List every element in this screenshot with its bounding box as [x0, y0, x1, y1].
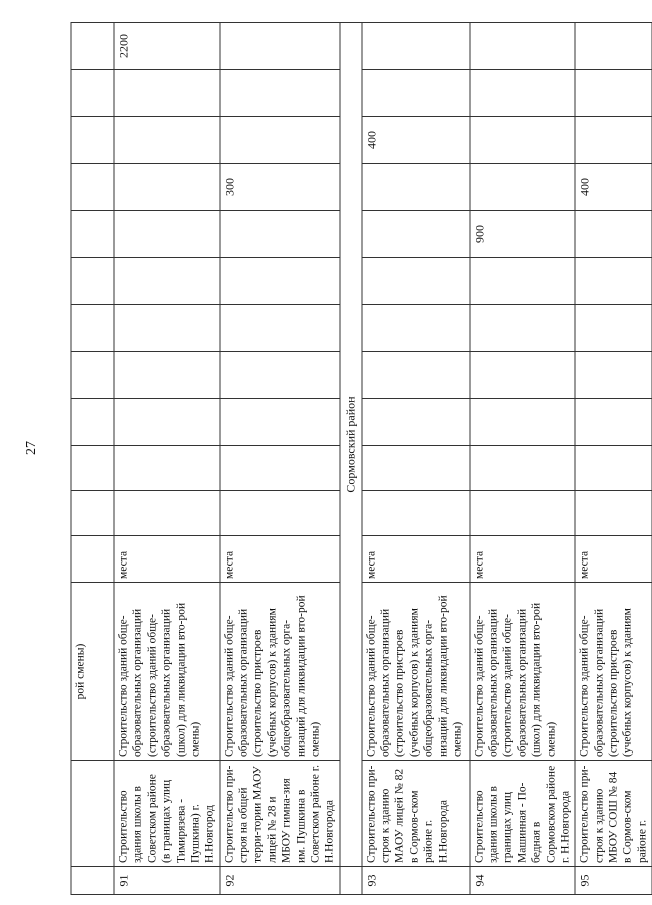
table-row: [469, 23, 575, 895]
value-cell: [361, 211, 469, 258]
value-cell: [114, 399, 220, 446]
table-row: [361, 23, 469, 895]
value-cell: [361, 23, 469, 70]
value-cell: [219, 491, 339, 536]
table-row: [575, 23, 652, 895]
value-cell: 900: [469, 211, 575, 258]
value-cell: [575, 70, 652, 117]
object-purpose: Строительство зданий обще-образовательных организаций (строительство пристроев (учебных корпусов) к зданиям общеобразовательных орга-низаций для ликвидации вто-рой смены): [219, 583, 339, 761]
value-cell: 400: [575, 164, 652, 211]
value-cell: [575, 399, 652, 446]
value-cell: [219, 23, 339, 70]
unit: места: [361, 536, 469, 583]
value-cell: 300: [219, 164, 339, 211]
table-row: [114, 23, 220, 895]
object-name: Строительство при-строя на общей терри-тории МАОУ лицей № 28 и МБОУ гимна-зия им. Пушкина в Советском районе г. Н.Новгорода: [219, 761, 339, 867]
table-container: [70, 27, 648, 895]
value-cell: [219, 305, 339, 352]
value-cell: [575, 211, 652, 258]
value-cell: [361, 70, 469, 117]
value-cell: [469, 117, 575, 164]
value-cell: [114, 305, 220, 352]
unit: места: [575, 536, 652, 583]
continuation-text: рой смены): [71, 583, 114, 761]
value-cell: [469, 23, 575, 70]
value-cell: [469, 352, 575, 399]
unit: места: [114, 536, 220, 583]
value-cell: [114, 352, 220, 399]
value-cell: [114, 491, 220, 536]
value-cell: [469, 491, 575, 536]
value-cell: [575, 491, 652, 536]
value-cell: [114, 70, 220, 117]
value-cell: [219, 399, 339, 446]
value-cell: [219, 446, 339, 491]
value-cell: [114, 258, 220, 305]
value-cell: 400: [361, 117, 469, 164]
value-cell: [575, 258, 652, 305]
object-name: Строительство здания школы в границах улиц Машинная - По-бедная в Сормовском районе г. Н.Новгорода: [469, 761, 575, 867]
unit: места: [469, 536, 575, 583]
value-cell: [575, 305, 652, 352]
value-cell: [361, 164, 469, 211]
page-number: 27: [24, 441, 39, 455]
value-cell: [114, 211, 220, 258]
object-name: Строительство при-строя к зданию МАОУ лицей № 82 в Сормов-ском районе г. Н.Новгорода: [361, 761, 469, 867]
continuation-row: [71, 23, 114, 895]
value-cell: [219, 211, 339, 258]
object-purpose: Строительство зданий обще-образовательных организаций (строительство пристроев (учебных корпусов) к зданиям: [575, 583, 652, 761]
object-purpose: Строительство зданий обще-образовательных организаций (строительство пристроев (учебных корпусов) к зданиям общеобразовательных орга-низаций для ликвидации вто-рой смены): [361, 583, 469, 761]
value-cell: [361, 352, 469, 399]
value-cell: [361, 446, 469, 491]
value-cell: [219, 258, 339, 305]
object-name: Строительство здания школы в Советском районе (в границах улиц Тимирязева - Пушкина) г. Н.Новгород: [114, 761, 220, 867]
value-cell: 2200: [114, 23, 220, 70]
value-cell: [114, 446, 220, 491]
value-cell: [114, 164, 220, 211]
section-row: [339, 23, 361, 895]
value-cell: [469, 446, 575, 491]
table-row: [219, 23, 339, 895]
value-cell: [361, 491, 469, 536]
data-table: [70, 27, 648, 895]
row-number: 91: [114, 867, 220, 895]
value-cell: [575, 23, 652, 70]
value-cell: [219, 117, 339, 164]
section-title: Сормовский район: [339, 23, 361, 867]
value-cell: [575, 352, 652, 399]
value-cell: [114, 117, 220, 164]
object-purpose: Строительство зданий обще-образовательных организаций (строительство зданий обще-образовательных организаций (школ) для ликвидации вто-рой смены): [114, 583, 220, 761]
value-cell: [361, 305, 469, 352]
value-cell: [219, 70, 339, 117]
value-cell: [469, 399, 575, 446]
value-cell: [469, 258, 575, 305]
unit: места: [219, 536, 339, 583]
value-cell: [469, 305, 575, 352]
row-number: 95: [575, 867, 652, 895]
row-number: 93: [361, 867, 469, 895]
row-number: 94: [469, 867, 575, 895]
value-cell: [469, 164, 575, 211]
row-number: 92: [219, 867, 339, 895]
value-cell: [361, 399, 469, 446]
value-cell: [219, 352, 339, 399]
object-name: Строительство при-строя к зданию МБОУ СОШ № 84 в Сормов-ском районе г.: [575, 761, 652, 867]
value-cell: [575, 446, 652, 491]
value-cell: [575, 117, 652, 164]
value-cell: [469, 70, 575, 117]
object-purpose: Строительство зданий обще-образовательных организаций (строительство зданий обще-образовательных организаций (школ) для ликвидации вто-рой смены): [469, 583, 575, 761]
value-cell: [361, 258, 469, 305]
